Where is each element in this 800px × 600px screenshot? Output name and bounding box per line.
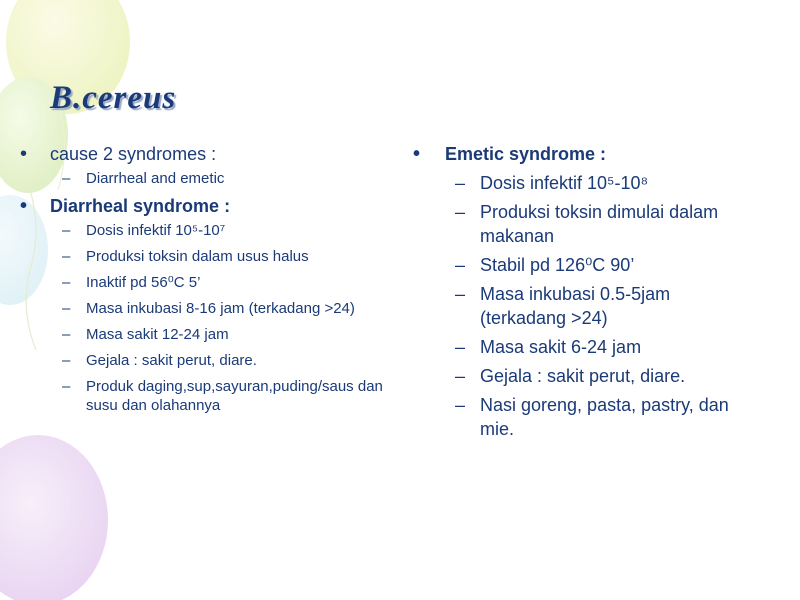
dash-icon: – <box>455 202 466 222</box>
sub-item-text: Gejala : sakit perut, diare. <box>86 352 257 369</box>
dash-icon: – <box>455 395 466 415</box>
sub-item-text: Masa sakit 12-24 jam <box>86 326 229 343</box>
sub-item-text: Nasi goreng, pasta, pastry, dan mie. <box>480 395 729 439</box>
sub-item-text: Masa sakit 6-24 jam <box>480 337 642 357</box>
dash-icon: – <box>62 274 71 291</box>
sub-item <box>413 393 753 441</box>
dash-icon: – <box>62 300 71 317</box>
bullet-item-cause <box>20 143 390 165</box>
sub-item-text: Masa inkubasi 8-16 jam (terkadang >24) <box>86 300 355 317</box>
sub-item-text: Produk daging,sup,sayuran,puding/saus dan susu dan olahannya <box>86 378 383 414</box>
sub-item <box>413 171 753 195</box>
dash-icon: – <box>62 326 71 343</box>
bullet-item-emetic <box>413 143 753 165</box>
sub-item-text: Inaktif pd 56⁰C 5’ <box>86 274 201 291</box>
sub-item-text: Diarrheal and emetic <box>86 170 225 187</box>
bullet-text: Emetic syndrome : <box>445 144 607 164</box>
bullet-icon: • <box>413 143 421 165</box>
dash-icon: – <box>455 173 466 193</box>
dash-icon: – <box>62 352 71 369</box>
sub-item <box>20 273 390 292</box>
sub-item-text: Dosis infektif 10⁵-10⁸ <box>480 173 649 193</box>
bullet-text: Diarrheal syndrome : <box>50 196 231 216</box>
sub-item <box>20 299 390 318</box>
left-column <box>20 143 390 422</box>
dash-icon: – <box>455 284 466 304</box>
sub-item <box>20 169 390 188</box>
dash-icon: – <box>62 170 71 187</box>
sub-item-text: Stabil pd 126⁰C 90’ <box>480 255 635 275</box>
dash-icon: – <box>62 248 71 265</box>
bullet-item-diarrheal <box>20 195 390 217</box>
sub-item <box>20 221 390 240</box>
sub-item <box>413 200 753 248</box>
sub-item-text: Masa inkubasi 0.5-5jam (terkadang >24) <box>480 284 671 328</box>
sub-item-text: Produksi toksin dalam usus halus <box>86 248 309 265</box>
sub-item <box>20 325 390 344</box>
dash-icon: – <box>62 378 71 395</box>
sub-item <box>413 282 753 330</box>
dash-icon: – <box>62 222 71 239</box>
dash-icon: – <box>455 337 466 357</box>
right-column <box>413 143 753 446</box>
sub-item-text: Gejala : sakit perut, diare. <box>480 366 686 386</box>
sub-item <box>413 364 753 388</box>
sub-item <box>20 377 390 415</box>
slide-title: B.cereus <box>50 80 177 116</box>
sub-item-text: Produksi toksin dimulai dalam makanan <box>480 202 719 246</box>
sub-item <box>20 351 390 370</box>
dash-icon: – <box>455 366 466 386</box>
sub-item <box>413 253 753 277</box>
bullet-icon: • <box>20 143 28 165</box>
balloon-purple-bottom <box>0 435 108 600</box>
sub-item <box>20 247 390 266</box>
bullet-icon: • <box>20 195 28 217</box>
bullet-text: cause 2 syndromes : <box>50 144 217 164</box>
sub-item-text: Dosis infektif 10⁵-10⁷ <box>86 222 226 239</box>
sub-item <box>413 335 753 359</box>
dash-icon: – <box>455 255 466 275</box>
